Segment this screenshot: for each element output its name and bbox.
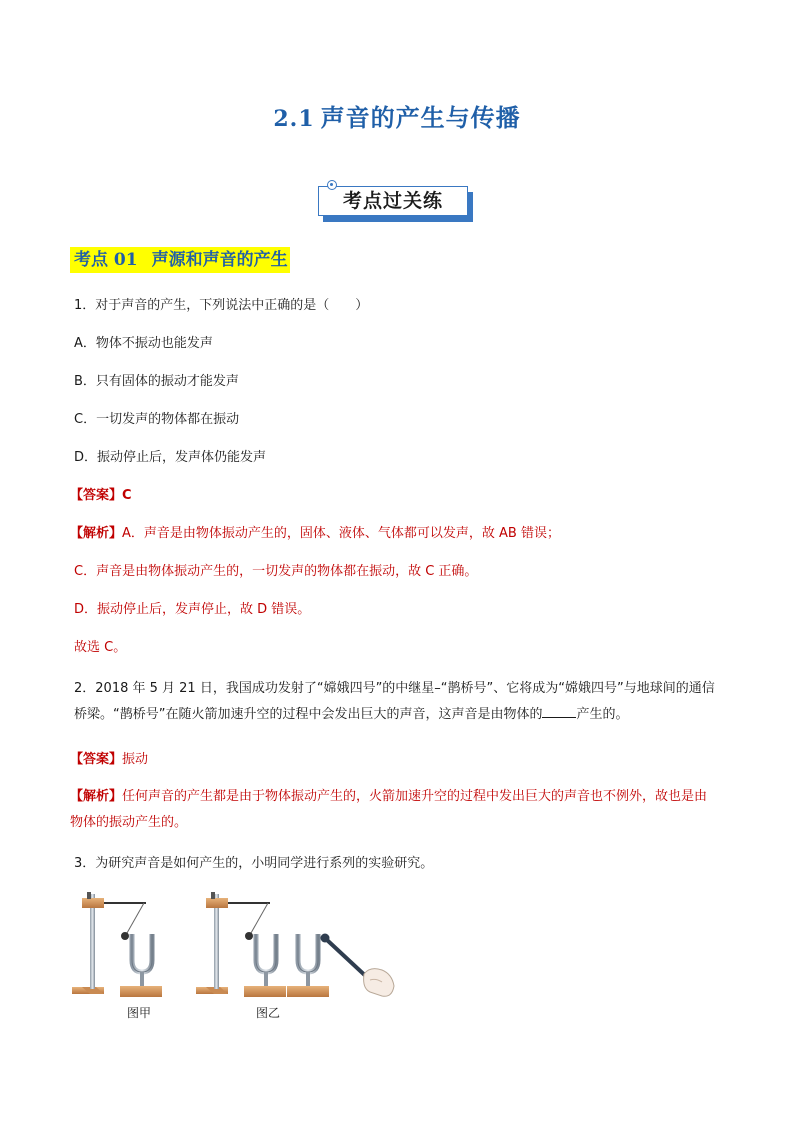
q2-analysis-label: 【解析】 (70, 789, 123, 804)
q2-answer (70, 750, 148, 770)
page-title (0, 98, 794, 133)
tuning-fork-illustration (70, 888, 410, 1024)
q1-option-c: C．一切发声的物体都在振动 (74, 412, 240, 427)
badge-dot-icon (327, 180, 337, 190)
section-code: 考点 01 (74, 250, 138, 270)
q1-analysis-2: C．声音是由物体振动产生的，一切发声的物体都在振动，故 C 正确。 (74, 564, 478, 579)
q2-stem-text: 2．2018 年 5 月 21 日，我国成功发射了“嫦娥四号”的中继星–“鹊桥号”、它将成为“嫦娥四号”与地球间的通信桥梁。“鹊桥号”在随火箭加速升空的过程中会发出巨大的声音，这声音是由物体的 (74, 681, 715, 722)
q1-stem: 1．对于声音的产生，下列说法中正确的是（ ） (74, 298, 369, 313)
q2-answer-blank[interactable] (542, 703, 576, 718)
section-title: 声源和声音的产生 (151, 250, 288, 270)
q2-answer-value: 振动 (122, 752, 149, 767)
q1-answer (70, 486, 132, 506)
q2-analysis-text: 任何声音的产生都是由于物体振动产生的，火箭加速升空的过程中发出巨大的声音也不例外，故也是由物体的振动产生的。 (70, 789, 708, 830)
q1-option-b: B．只有固体的振动才能发声 (74, 374, 239, 389)
title-number: 2.1 (273, 106, 315, 132)
q1-analysis-4: 故选 C。 (74, 640, 127, 655)
badge-label: 考点过关练 (318, 186, 468, 216)
q3-stem: 3．为研究声音是如何产生的，小明同学进行系列的实验研究。 (74, 856, 434, 871)
figure-a-stand (72, 892, 162, 997)
q1-analysis-3: D．振动停止后，发声停止，故 D 错误。 (74, 602, 311, 617)
figure-a-caption: 图甲 (127, 1006, 152, 1020)
q2-stem-end: 产生的。 (576, 707, 629, 722)
title-text: 声音的产生与传播 (320, 104, 521, 132)
q2-stem (74, 676, 718, 728)
q1-analysis-text-1: A．声音是由物体振动产生的，固体、液体、气体都可以发声，故 AB 错误； (122, 526, 560, 541)
figure-b-stand (196, 892, 394, 997)
section-heading (70, 247, 290, 273)
tuning-fork-figure (70, 888, 410, 1024)
figure-b-caption: 图乙 (256, 1006, 281, 1020)
q1-option-a: A．物体不振动也能发声 (74, 336, 213, 351)
q1-answer-label: 【答案】 (70, 488, 123, 503)
q1-analysis-label: 【解析】 (70, 526, 123, 541)
q1-analysis-1 (70, 524, 560, 544)
q1-option-d: D．振动停止后，发声体仍能发声 (74, 450, 267, 465)
section-badge (318, 186, 476, 222)
q2-analysis (70, 784, 718, 836)
q1-answer-value: C (122, 488, 132, 503)
q2-answer-label: 【答案】 (70, 752, 123, 767)
